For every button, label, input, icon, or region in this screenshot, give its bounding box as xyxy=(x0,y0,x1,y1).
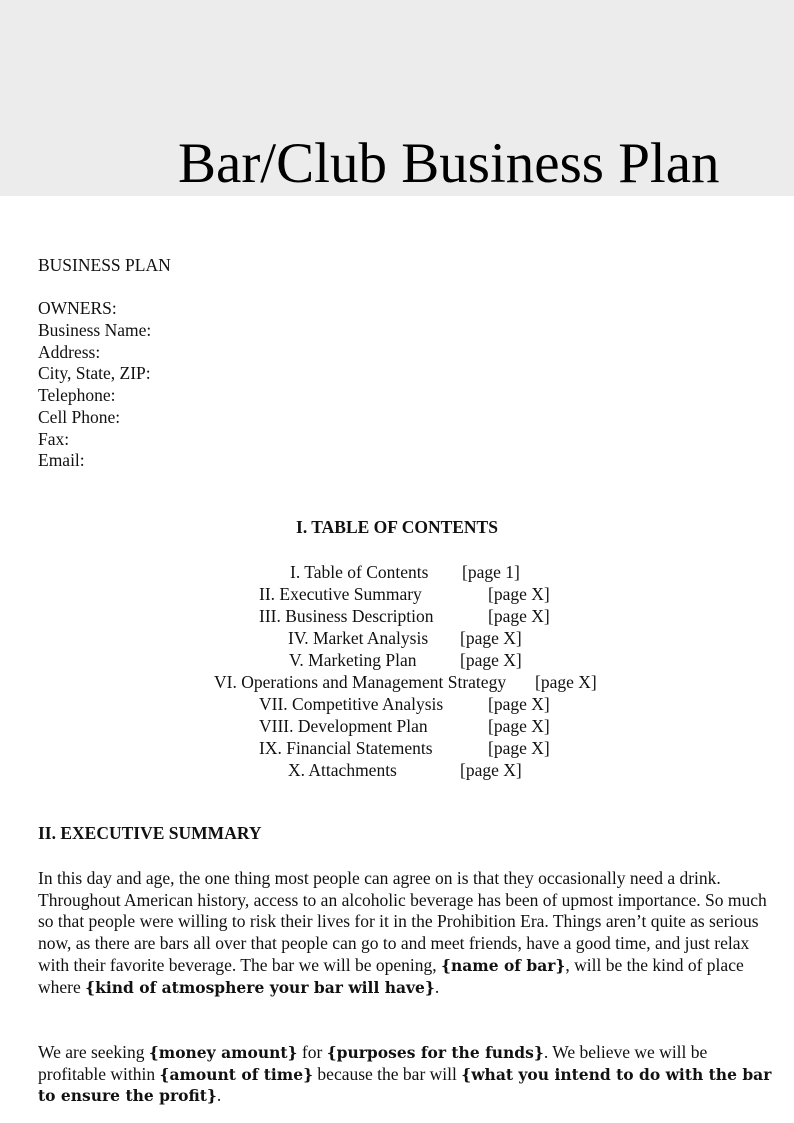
field-owners: OWNERS: xyxy=(38,298,117,319)
placeholder-atmosphere: {kind of atmosphere your bar will have} xyxy=(85,977,435,997)
toc-item-title: II. Executive Summary xyxy=(259,584,422,604)
paragraph-text: for xyxy=(297,1042,327,1062)
paragraph-text: In this day and age, the one thing most people can agree on is that they occasionally need a drink. Throughout American history, access to an alcoholic beverage has been of upmost importance. So much so that people were willing to risk their lives for it in the Prohibition Era. Things aren’t quite as serious now, as there are bars all over that people can go to and meet friends, have a good time, and just relax with their favorite beverage. The bar we will be opening, xyxy=(38,868,767,975)
doc-label: BUSINESS PLAN xyxy=(38,255,171,275)
field-fax: Fax: xyxy=(38,428,70,449)
owner-info-block xyxy=(38,255,778,472)
toc-item-title: X. Attachments xyxy=(288,760,397,780)
executive-summary-heading: II. EXECUTIVE SUMMARY xyxy=(38,823,262,843)
document-title: Bar/Club Business Plan xyxy=(178,132,720,195)
placeholder-amount-of-time: {amount of time} xyxy=(159,1064,314,1084)
title-banner xyxy=(0,0,794,196)
toc-item-title: VI. Operations and Management Strategy xyxy=(214,672,507,692)
toc-item-title: VII. Competitive Analysis xyxy=(259,694,444,714)
toc-item-title: V. Marketing Plan xyxy=(289,650,417,670)
toc-item-title: III. Business Description xyxy=(259,606,434,626)
field-email: Email: xyxy=(38,450,85,471)
toc-item-title: IX. Financial Statements xyxy=(259,738,433,758)
field-business-name: Business Name: xyxy=(38,320,152,341)
paragraph-text: . xyxy=(434,976,440,997)
placeholder-purposes: {purposes for the funds} xyxy=(326,1043,544,1062)
toc-item-page: [page X] xyxy=(488,694,550,714)
placeholder-name-of-bar: {name of bar} xyxy=(441,955,566,975)
toc-item-title: VIII. Development Plan xyxy=(259,716,428,736)
executive-summary-paragraph xyxy=(38,868,778,998)
paragraph-text: because the bar will xyxy=(313,1063,462,1084)
toc-item-page: [page X] xyxy=(488,606,550,626)
toc-item-page: [page X] xyxy=(535,672,597,692)
toc-heading: I. TABLE OF CONTENTS xyxy=(296,517,498,537)
placeholder-money-amount: {money amount} xyxy=(148,1043,298,1062)
paragraph-text: We are seeking xyxy=(38,1042,149,1062)
toc-item-page: [page X] xyxy=(460,760,522,780)
toc-item-page: [page X] xyxy=(460,650,522,670)
field-telephone: Telephone: xyxy=(38,385,116,406)
funding-paragraph xyxy=(38,1042,778,1107)
toc-item-title: I. Table of Contents xyxy=(290,562,429,582)
paragraph-text: . xyxy=(216,1085,222,1106)
placeholder-intent: {what you intend to do with the bar to ensure the profit} xyxy=(38,1064,772,1106)
toc-item-page: [page X] xyxy=(488,584,550,604)
paragraph-text: . We believe we will be profitable within xyxy=(38,1042,708,1084)
toc-item-page: [page X] xyxy=(460,628,522,648)
field-cell-phone: Cell Phone: xyxy=(38,406,121,427)
toc-item-page: [page X] xyxy=(488,716,550,736)
toc-item-page: [page X] xyxy=(488,738,550,758)
paragraph-text: , will be the kind of place where xyxy=(38,954,744,997)
toc-item-title: IV. Market Analysis xyxy=(288,628,429,648)
field-city-state-zip: City, State, ZIP: xyxy=(38,363,151,384)
field-address: Address: xyxy=(38,341,101,362)
toc-item-page: [page 1] xyxy=(462,562,520,582)
